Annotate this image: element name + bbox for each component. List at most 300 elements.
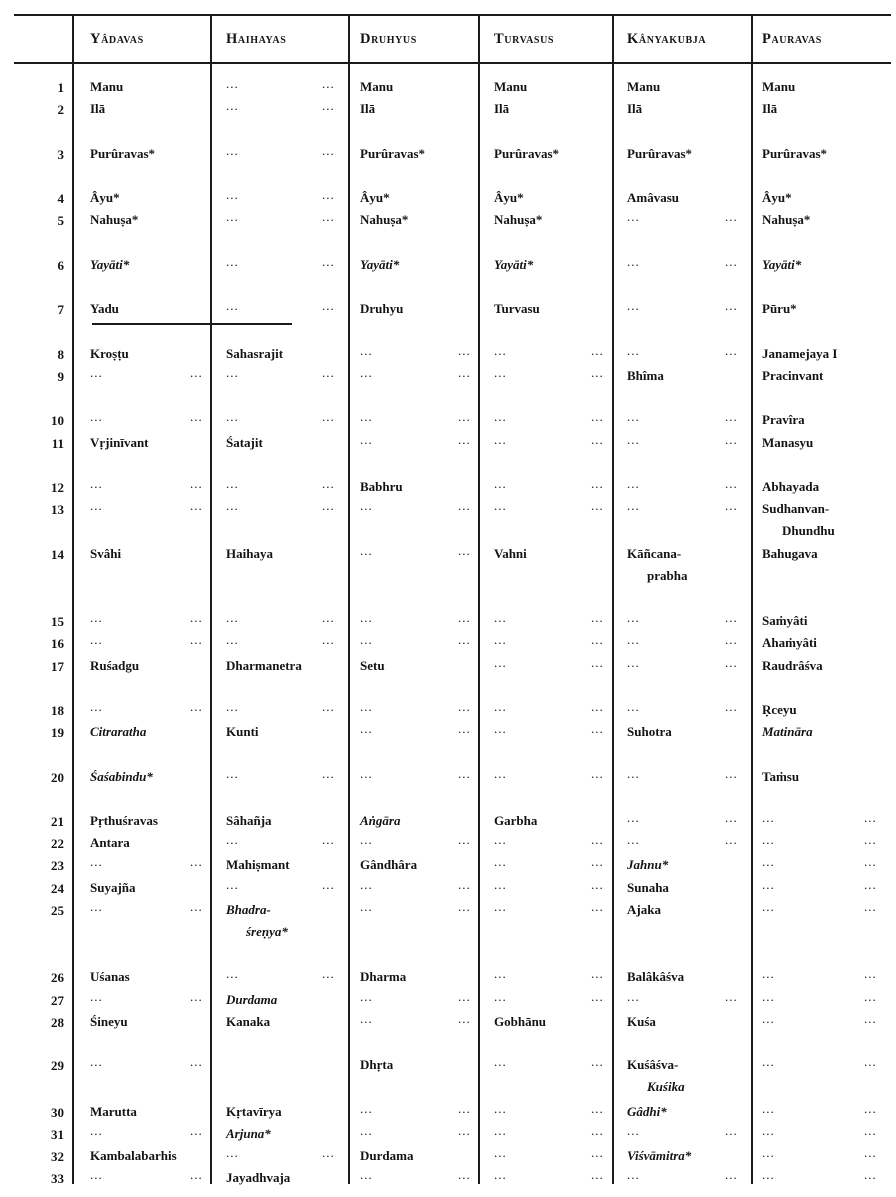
ellipsis-placeholder: ... [864, 989, 877, 1004]
row-number: 29 [51, 1058, 64, 1073]
table-cell: Ilā [360, 101, 376, 116]
ellipsis-placeholder: ... [864, 1145, 877, 1160]
ellipsis-placeholder: ... [190, 498, 203, 513]
ellipsis-placeholder: ... [864, 810, 877, 825]
ellipsis-placeholder: ... [226, 1145, 239, 1160]
ellipsis-placeholder: ... [725, 498, 738, 513]
ellipsis-placeholder: ... [627, 766, 640, 781]
table-cell: Arjuna* [226, 1126, 271, 1141]
ellipsis-placeholder: ... [762, 1123, 775, 1138]
ellipsis-placeholder: ... [627, 343, 640, 358]
ellipsis-placeholder: ... [322, 966, 335, 981]
table-cell: Śaśabindu* [90, 769, 153, 784]
ellipsis-placeholder: ... [494, 721, 507, 736]
ellipsis-placeholder: ... [90, 632, 103, 647]
ellipsis-placeholder: ... [360, 832, 373, 847]
column-divider [751, 14, 753, 1184]
table-cell: Ahaṁyâti [762, 635, 817, 650]
ellipsis-placeholder: ... [591, 343, 604, 358]
table-cell: Jayadhvaja [226, 1170, 291, 1185]
ellipsis-placeholder: ... [591, 476, 604, 491]
ellipsis-placeholder: ... [864, 877, 877, 892]
table-cell-continuation: prabha [647, 568, 688, 583]
table-cell: Purûravas* [627, 146, 692, 161]
ellipsis-placeholder: ... [360, 1011, 373, 1026]
ellipsis-placeholder: ... [322, 76, 335, 91]
ellipsis-placeholder: ... [762, 832, 775, 847]
table-cell: Ajaka [627, 902, 661, 917]
ellipsis-placeholder: ... [190, 899, 203, 914]
table-cell: Suhotra [627, 724, 672, 739]
row-number: 2 [57, 102, 64, 117]
ellipsis-placeholder: ... [360, 1101, 373, 1116]
table-cell: Ilā [494, 101, 510, 116]
ellipsis-placeholder: ... [226, 877, 239, 892]
ellipsis-placeholder: ... [864, 966, 877, 981]
ellipsis-placeholder: ... [360, 610, 373, 625]
table-cell: Pracinvant [762, 368, 824, 383]
ellipsis-placeholder: ... [90, 989, 103, 1004]
ellipsis-placeholder: ... [458, 1011, 471, 1026]
ellipsis-placeholder: ... [190, 610, 203, 625]
table-cell: Pṛthuśravas [90, 813, 158, 828]
row-number: 17 [51, 659, 64, 674]
ellipsis-placeholder: ... [226, 832, 239, 847]
table-cell: Kāñcana- [627, 546, 682, 561]
row-number: 9 [57, 369, 64, 384]
ellipsis-placeholder: ... [190, 989, 203, 1004]
ellipsis-placeholder: ... [90, 854, 103, 869]
ellipsis-placeholder: ... [360, 1167, 373, 1182]
table-cell: Nahuṣa* [90, 212, 139, 227]
ellipsis-placeholder: ... [322, 409, 335, 424]
ellipsis-placeholder: ... [360, 343, 373, 358]
table-cell: Kambalabarhis [90, 1148, 177, 1163]
ellipsis-placeholder: ... [494, 1054, 507, 1069]
table-cell: Durdama [360, 1148, 414, 1163]
ellipsis-placeholder: ... [725, 343, 738, 358]
table-cell: Pūru* [762, 301, 797, 316]
ellipsis-placeholder: ... [226, 498, 239, 513]
ellipsis-placeholder: ... [627, 476, 640, 491]
ellipsis-placeholder: ... [226, 98, 239, 113]
row-number: 28 [51, 1015, 64, 1030]
table-cell: Kunti [226, 724, 259, 739]
ellipsis-placeholder: ... [90, 1167, 103, 1182]
table-cell: Durdama [226, 992, 278, 1007]
ellipsis-placeholder: ... [458, 343, 471, 358]
table-cell: Purûravas* [360, 146, 425, 161]
ellipsis-placeholder: ... [226, 76, 239, 91]
table-cell: Citraratha [90, 724, 147, 739]
ellipsis-placeholder: ... [725, 832, 738, 847]
table-cell: Balâkâśva [627, 969, 685, 984]
ellipsis-placeholder: ... [591, 877, 604, 892]
ellipsis-placeholder: ... [190, 365, 203, 380]
ellipsis-placeholder: ... [627, 1123, 640, 1138]
ellipsis-placeholder: ... [591, 655, 604, 670]
table-cell: Dharma [360, 969, 407, 984]
table-cell: Purûravas* [90, 146, 155, 161]
row-number: 6 [57, 258, 64, 273]
table-cell: Turvasu [494, 301, 540, 316]
ellipsis-placeholder: ... [360, 899, 373, 914]
ellipsis-placeholder: ... [591, 766, 604, 781]
row-number: 20 [51, 770, 64, 785]
row-number: 7 [57, 302, 64, 317]
ellipsis-placeholder: ... [725, 409, 738, 424]
ellipsis-placeholder: ... [591, 721, 604, 736]
header-bottom-rule [14, 62, 891, 64]
ellipsis-placeholder: ... [494, 832, 507, 847]
ellipsis-placeholder: ... [226, 298, 239, 313]
table-cell: Sudhanvan- [762, 501, 830, 516]
row-number: 25 [51, 903, 64, 918]
ellipsis-placeholder: ... [190, 476, 203, 491]
ellipsis-placeholder: ... [360, 721, 373, 736]
table-cell: Druhyu [360, 301, 404, 316]
ellipsis-placeholder: ... [458, 365, 471, 380]
ellipsis-placeholder: ... [360, 543, 373, 558]
ellipsis-placeholder: ... [458, 1167, 471, 1182]
column-header-haihayas: Haihayas [226, 31, 287, 47]
table-cell: Raudrâśva [762, 658, 823, 673]
ellipsis-placeholder: ... [458, 766, 471, 781]
ellipsis-placeholder: ... [322, 209, 335, 224]
ellipsis-placeholder: ... [90, 610, 103, 625]
ellipsis-placeholder: ... [725, 810, 738, 825]
row-number: 15 [51, 614, 64, 629]
ellipsis-placeholder: ... [226, 143, 239, 158]
table-cell: Śatajit [226, 435, 263, 450]
ellipsis-placeholder: ... [864, 899, 877, 914]
ellipsis-placeholder: ... [627, 498, 640, 513]
table-cell: Pravîra [762, 412, 805, 427]
table-cell: Suyajña [90, 880, 136, 895]
yadu-branch-rule [92, 323, 292, 325]
table-cell: Purûravas* [762, 146, 827, 161]
table-cell: Janamejaya I [762, 346, 838, 361]
row-number: 27 [51, 993, 64, 1008]
ellipsis-placeholder: ... [494, 1123, 507, 1138]
row-number: 21 [51, 814, 64, 829]
ellipsis-placeholder: ... [591, 432, 604, 447]
table-cell-continuation: Kuśika [647, 1079, 685, 1094]
table-cell: Babhru [360, 479, 403, 494]
ellipsis-placeholder: ... [226, 766, 239, 781]
ellipsis-placeholder: ... [627, 989, 640, 1004]
column-header-kanyakubja: Kânyakubja [627, 31, 707, 47]
ellipsis-placeholder: ... [458, 498, 471, 513]
ellipsis-placeholder: ... [360, 409, 373, 424]
ellipsis-placeholder: ... [190, 632, 203, 647]
table-cell: Dhṛta [360, 1057, 394, 1072]
column-header-turvasus: Turvasus [494, 31, 555, 47]
column-divider [478, 14, 480, 1184]
row-number: 19 [51, 725, 64, 740]
column-header-druhyus: Druhyus [360, 31, 417, 47]
ellipsis-placeholder: ... [458, 1123, 471, 1138]
ellipsis-placeholder: ... [458, 610, 471, 625]
table-cell: Manu [762, 79, 796, 94]
ellipsis-placeholder: ... [360, 989, 373, 1004]
row-number: 16 [51, 636, 64, 651]
ellipsis-placeholder: ... [762, 989, 775, 1004]
column-header-pauravas: Pauravas [762, 31, 822, 47]
ellipsis-placeholder: ... [322, 699, 335, 714]
column-divider [612, 14, 614, 1184]
table-cell: Vahni [494, 546, 527, 561]
table-cell: Viśvāmitra* [627, 1148, 692, 1163]
table-cell: Matināra [762, 724, 813, 739]
ellipsis-placeholder: ... [226, 187, 239, 202]
table-cell: Manu [627, 79, 661, 94]
ellipsis-placeholder: ... [762, 1167, 775, 1182]
ellipsis-placeholder: ... [226, 365, 239, 380]
ellipsis-placeholder: ... [226, 254, 239, 269]
table-cell: Manu [494, 79, 528, 94]
table-cell: Marutta [90, 1104, 137, 1119]
ellipsis-placeholder: ... [762, 1101, 775, 1116]
ellipsis-placeholder: ... [627, 610, 640, 625]
table-cell: Sahasrajit [226, 346, 284, 361]
ellipsis-placeholder: ... [864, 832, 877, 847]
ellipsis-placeholder: ... [360, 699, 373, 714]
ellipsis-placeholder: ... [458, 721, 471, 736]
ellipsis-placeholder: ... [360, 498, 373, 513]
ellipsis-placeholder: ... [226, 699, 239, 714]
ellipsis-placeholder: ... [226, 476, 239, 491]
ellipsis-placeholder: ... [494, 877, 507, 892]
row-number: 14 [51, 547, 64, 562]
table-cell: Haihaya [226, 546, 273, 561]
table-cell-continuation: śreṇya* [246, 924, 288, 939]
ellipsis-placeholder: ... [226, 966, 239, 981]
table-cell: Vṛjinīvant [90, 435, 149, 450]
ellipsis-placeholder: ... [494, 409, 507, 424]
ellipsis-placeholder: ... [322, 498, 335, 513]
ellipsis-placeholder: ... [591, 1145, 604, 1160]
ellipsis-placeholder: ... [190, 1054, 203, 1069]
ellipsis-placeholder: ... [627, 1167, 640, 1182]
ellipsis-placeholder: ... [322, 766, 335, 781]
ellipsis-placeholder: ... [494, 632, 507, 647]
ellipsis-placeholder: ... [762, 899, 775, 914]
ellipsis-placeholder: ... [494, 854, 507, 869]
row-number: 5 [57, 213, 64, 228]
ellipsis-placeholder: ... [458, 632, 471, 647]
ellipsis-placeholder: ... [627, 655, 640, 670]
ellipsis-placeholder: ... [591, 1123, 604, 1138]
row-number: 11 [51, 436, 64, 451]
column-divider [348, 14, 350, 1184]
table-cell: Śineyu [90, 1014, 128, 1029]
table-cell: Kanaka [226, 1014, 271, 1029]
ellipsis-placeholder: ... [458, 1101, 471, 1116]
ellipsis-placeholder: ... [494, 1167, 507, 1182]
row-number: 26 [51, 970, 64, 985]
ellipsis-placeholder: ... [627, 209, 640, 224]
ellipsis-placeholder: ... [591, 854, 604, 869]
table-cell: Kuśa [627, 1014, 656, 1029]
row-number: 8 [57, 347, 64, 362]
table-cell: Ruśadgu [90, 658, 140, 673]
ellipsis-placeholder: ... [591, 1101, 604, 1116]
ellipsis-placeholder: ... [627, 810, 640, 825]
table-cell: Bahugava [762, 546, 818, 561]
row-number: 4 [57, 191, 64, 206]
ellipsis-placeholder: ... [725, 1167, 738, 1182]
ellipsis-placeholder: ... [322, 632, 335, 647]
ellipsis-placeholder: ... [458, 899, 471, 914]
ellipsis-placeholder: ... [458, 543, 471, 558]
ellipsis-placeholder: ... [725, 298, 738, 313]
ellipsis-placeholder: ... [494, 989, 507, 1004]
ellipsis-placeholder: ... [591, 409, 604, 424]
ellipsis-placeholder: ... [322, 476, 335, 491]
ellipsis-placeholder: ... [725, 209, 738, 224]
ellipsis-placeholder: ... [725, 699, 738, 714]
ellipsis-placeholder: ... [725, 254, 738, 269]
ellipsis-placeholder: ... [591, 1167, 604, 1182]
ellipsis-placeholder: ... [322, 298, 335, 313]
ellipsis-placeholder: ... [725, 610, 738, 625]
ellipsis-placeholder: ... [90, 1054, 103, 1069]
ellipsis-placeholder: ... [322, 610, 335, 625]
ellipsis-placeholder: ... [762, 1011, 775, 1026]
table-cell: Yayāti* [90, 257, 130, 272]
table-cell: Manasyu [762, 435, 814, 450]
table-cell: Yayāti* [494, 257, 534, 272]
ellipsis-placeholder: ... [494, 365, 507, 380]
table-cell: Svâhi [90, 546, 122, 561]
table-cell: Bhîma [627, 368, 664, 383]
ellipsis-placeholder: ... [627, 409, 640, 424]
table-cell: Yadu [90, 301, 119, 316]
ellipsis-placeholder: ... [494, 498, 507, 513]
ellipsis-placeholder: ... [190, 1167, 203, 1182]
table-cell: Ilā [627, 101, 643, 116]
ellipsis-placeholder: ... [226, 409, 239, 424]
ellipsis-placeholder: ... [864, 1101, 877, 1116]
ellipsis-placeholder: ... [494, 1145, 507, 1160]
table-cell: Ilā [90, 101, 106, 116]
ellipsis-placeholder: ... [627, 432, 640, 447]
table-cell: Âyu* [90, 190, 120, 205]
ellipsis-placeholder: ... [226, 209, 239, 224]
ellipsis-placeholder: ... [627, 254, 640, 269]
table-cell: Garbha [494, 813, 538, 828]
ellipsis-placeholder: ... [322, 832, 335, 847]
row-number: 31 [51, 1127, 64, 1142]
ellipsis-placeholder: ... [762, 810, 775, 825]
ellipsis-placeholder: ... [494, 899, 507, 914]
row-number: 33 [51, 1171, 64, 1186]
ellipsis-placeholder: ... [591, 498, 604, 513]
ellipsis-placeholder: ... [591, 365, 604, 380]
column-divider [72, 14, 74, 1184]
table-cell: Ṛceyu [762, 702, 797, 717]
table-cell: Yayāti* [762, 257, 802, 272]
ellipsis-placeholder: ... [360, 766, 373, 781]
table-cell: Antara [90, 835, 130, 850]
ellipsis-placeholder: ... [494, 1101, 507, 1116]
ellipsis-placeholder: ... [725, 476, 738, 491]
ellipsis-placeholder: ... [458, 832, 471, 847]
ellipsis-placeholder: ... [591, 1054, 604, 1069]
row-number: 32 [51, 1149, 64, 1164]
ellipsis-placeholder: ... [591, 899, 604, 914]
table-cell: Purûravas* [494, 146, 559, 161]
ellipsis-placeholder: ... [90, 699, 103, 714]
ellipsis-placeholder: ... [864, 1054, 877, 1069]
ellipsis-placeholder: ... [322, 254, 335, 269]
table-cell: Manu [360, 79, 394, 94]
ellipsis-placeholder: ... [458, 409, 471, 424]
table-cell: Setu [360, 658, 385, 673]
ellipsis-placeholder: ... [494, 476, 507, 491]
row-number: 22 [51, 836, 64, 851]
ellipsis-placeholder: ... [458, 989, 471, 1004]
ellipsis-placeholder: ... [725, 432, 738, 447]
table-cell: Âyu* [494, 190, 524, 205]
ellipsis-placeholder: ... [725, 766, 738, 781]
ellipsis-placeholder: ... [591, 966, 604, 981]
ellipsis-placeholder: ... [494, 766, 507, 781]
row-number: 10 [51, 413, 64, 428]
ellipsis-placeholder: ... [322, 1145, 335, 1160]
ellipsis-placeholder: ... [864, 1167, 877, 1182]
table-cell: Bhadra- [226, 902, 271, 917]
ellipsis-placeholder: ... [90, 1123, 103, 1138]
ellipsis-placeholder: ... [494, 655, 507, 670]
ellipsis-placeholder: ... [360, 1123, 373, 1138]
table-cell: Âyu* [360, 190, 390, 205]
table-cell: Âyu* [762, 190, 792, 205]
row-number: 12 [51, 480, 64, 495]
table-cell: Amâvasu [627, 190, 680, 205]
ellipsis-placeholder: ... [322, 877, 335, 892]
table-cell: Ilā [762, 101, 778, 116]
row-number: 13 [51, 502, 64, 517]
ellipsis-placeholder: ... [494, 432, 507, 447]
ellipsis-placeholder: ... [494, 966, 507, 981]
ellipsis-placeholder: ... [762, 1145, 775, 1160]
table-cell: Kṛtavīrya [226, 1104, 282, 1119]
table-cell: Sunaha [627, 880, 669, 895]
ellipsis-placeholder: ... [591, 832, 604, 847]
row-number: 24 [51, 881, 64, 896]
ellipsis-placeholder: ... [190, 854, 203, 869]
ellipsis-placeholder: ... [762, 877, 775, 892]
ellipsis-placeholder: ... [458, 699, 471, 714]
ellipsis-placeholder: ... [591, 610, 604, 625]
ellipsis-placeholder: ... [591, 632, 604, 647]
column-header-yadavas: Yâdavas [90, 31, 144, 47]
ellipsis-placeholder: ... [627, 632, 640, 647]
table-cell: Sâhañja [226, 813, 272, 828]
ellipsis-placeholder: ... [360, 365, 373, 380]
ellipsis-placeholder: ... [190, 409, 203, 424]
ellipsis-placeholder: ... [226, 610, 239, 625]
ellipsis-placeholder: ... [322, 143, 335, 158]
table-cell: Manu [90, 79, 124, 94]
ellipsis-placeholder: ... [360, 877, 373, 892]
ellipsis-placeholder: ... [627, 298, 640, 313]
ellipsis-placeholder: ... [627, 699, 640, 714]
ellipsis-placeholder: ... [90, 409, 103, 424]
row-number: 1 [57, 80, 64, 95]
